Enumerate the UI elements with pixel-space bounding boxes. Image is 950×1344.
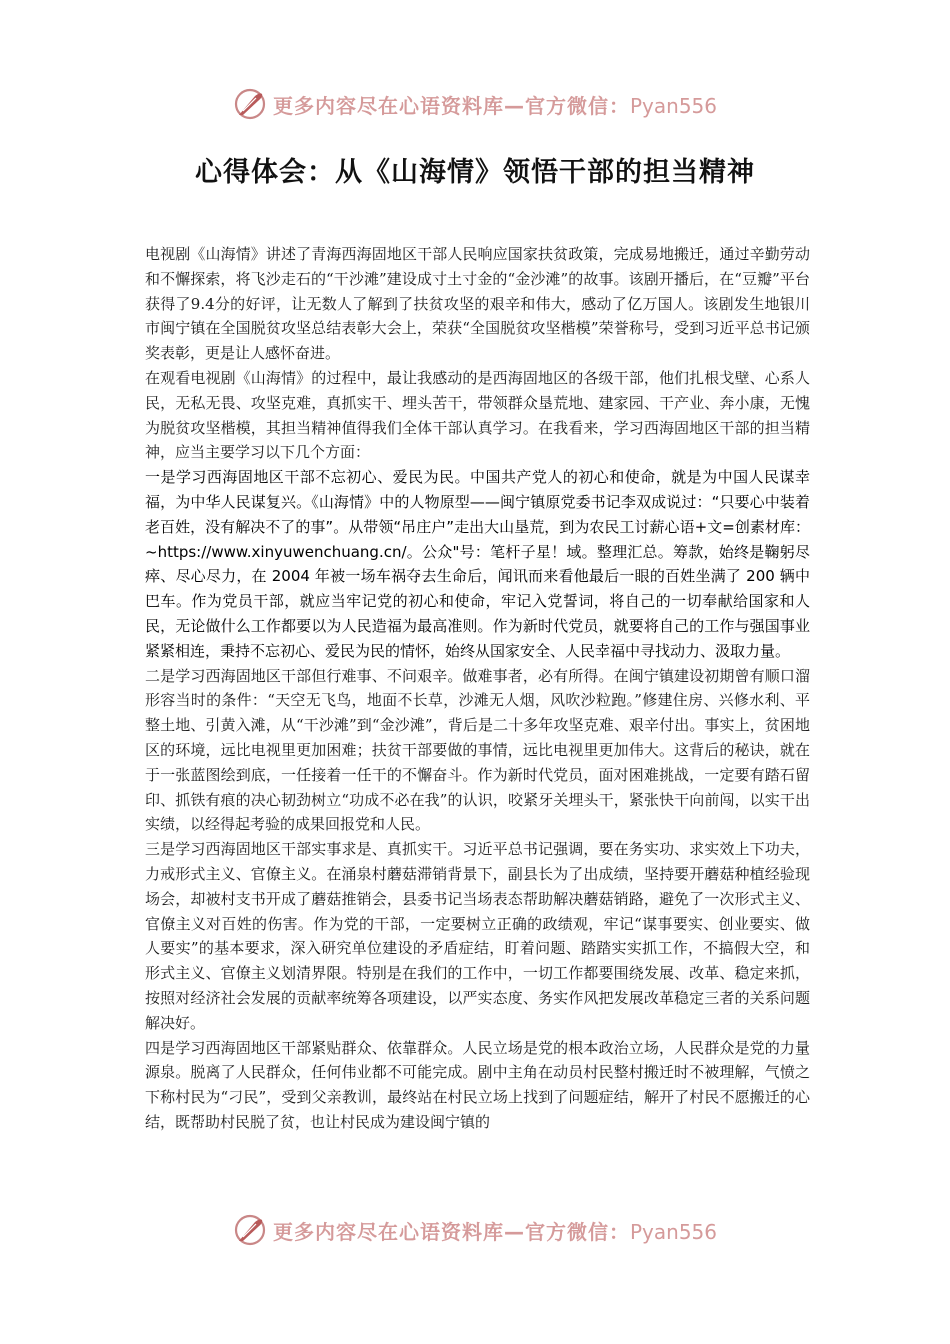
paragraph-point-one: 一是学习西海固地区干部不忘初心、爱民为民。中国共产党人的初心和使命，就是为中国人民谋幸福，为中华人民谋复兴。《山海情》中的人物原型——闽宁镇原党委书记李双成说过：“只要心中装着老百姓，没有解决不了的事”。从带领“吊庄户”走出大山垦荒，到为农民工讨薪心语+文=创素材库：~https://www.xinyuwenchuang.cn/。公众"号：笔杆子星！域。整理汇总。筹款，始终是鞠躬尽瘁、尽心尽力，在 2004 年被一场车祸夺去生命后，闻讯而来看他最后一眼的百姓坐满了 200 辆中巴车。作为党员干部，就应当牢记党的初心和使命，牢记入党誓词，将自己的一切奉献给国家和人民，无论做什么工作都要以为人民造福为最高准则。作为新时代党员，就要将自己的工作与强国事业紧紧相连，秉持不忘初心、爱民为民的情怀，始终从国家安全、人民幸福中寻找动力、汲取力量。 <box>145 468 810 660</box>
paragraph-point-three: 三是学习西海固地区干部实事求是、真抓实干。习近平总书记强调，要在务实功、求实效上下功夫，力戒形式主义、官僚主义。在涌泉村蘑菇滞销背景下，副县长为了出成绩，坚持要开蘑菇种植经验现场会，却被村支书开成了蘑菇推销会，县委书记当场表态帮助解决蘑菇销路，避免了一次形式主义、官僚主义对百姓的伤害。作为党的干部，一定要树立正确的政绩观，牢记“谋事要实、创业要实、做人要实”的基本要求，深入研究单位建设的矛盾症结，盯着问题、踏踏实实抓工作，不搞假大空，和形式主义、官僚主义划清界限。特别是在我们的工作中，一切工作都要围绕发展、改革、稳定来抓，按照对经济社会发展的贡献率统筹各项建设，以严实态度、务实作风把发展改革稳定三者的关系问题解决好。 <box>145 840 810 1032</box>
header-banner <box>0 84 950 124</box>
banner-text: 更多内容尽在心语资料库—官方微信：Pyan556 <box>272 1219 717 1244</box>
wechat-id: Pyan556 <box>629 93 717 118</box>
paragraph-overview: 在观看电视剧《山海情》的过程中，最让我感动的是西海固地区的各级干部，他们扎根戈壁、心系人民，无私无畏、攻坚克难，真抓实干、埋头苦干，带领群众垦荒地、建家园、干产业、奔小康，无愧为脱贫攻坚楷模，其担当精神值得我们全体干部认真学习。在我看来，学习西海固地区干部的担当精神，应当主要学习以下几个方面： <box>145 368 810 462</box>
wechat-id: Pyan556 <box>629 1219 717 1244</box>
quill-pen-logo-icon <box>233 87 267 121</box>
page-title: 心得体会：从《山海情》领悟干部的担当精神 <box>195 157 755 188</box>
footer-banner <box>0 1210 950 1250</box>
article-body <box>145 242 810 1135</box>
banner-text: 更多内容尽在心语资料库—官方微信：Pyan556 <box>272 93 717 118</box>
paragraph-point-two: 二是学习西海固地区干部但行难事、不问艰辛。做难事者，必有所得。在闽宁镇建设初期曾有顺口溜形容当时的条件：“天空无飞鸟，地面不长草，沙滩无人烟，风吹沙粒跑。”修建住房、兴修水利、平整土地、引黄入滩，从“干沙滩”到“金沙滩”，背后是二十多年攻坚克难、艰辛付出。事实上，贫困地区的环境，远比电视里更加困难；扶贫干部要做的事情，远比电视里更加伟大。这背后的秘诀，就在于一张蓝图绘到底，一任接着一任干的不懈奋斗。作为新时代党员，面对困难挑战，一定要有踏石留印、抓铁有痕的决心韧劲树立“功成不必在我”的认识，咬紧牙关埋头干，紧张快干向前闯，以实干出实绩，以经得起考验的成果回报党和人民。 <box>145 666 810 834</box>
paragraph-intro: 电视剧《山海情》讲述了青海西海固地区干部人民响应国家扶贫政策，完成易地搬迁，通过辛勤劳动和不懈探索，将飞沙走石的“干沙滩”建设成寸土寸金的“金沙滩”的故事。该剧开播后，在“豆瓣”平台获得了9.4分的好评，让无数人了解到了扶贫攻坚的艰辛和伟大，感动了亿万国人。该剧发生地银川市闽宁镇在全国脱贫攻坚总结表彰大会上，荣获“全国脱贫攻坚楷模”荣誉称号，受到习近平总书记颁奖表彰，更是让人感怀奋进。 <box>145 245 810 363</box>
paragraph-point-four: 四是学习西海固地区干部紧贴群众、依靠群众。人民立场是党的根本政治立场，人民群众是党的力量源泉。脱离了人民群众，任何伟业都不可能完成。剧中主角在动员村民整村搬迁时不被理解，气愤之下称村民为“刁民”，受到父亲教训，最终站在村民立场上找到了问题症结，解开了村民不愿搬迁的心结，既帮助村民脱了贫，也让村民成为建设闽宁镇的 <box>145 1038 810 1131</box>
quill-pen-logo-icon <box>233 1213 267 1247</box>
